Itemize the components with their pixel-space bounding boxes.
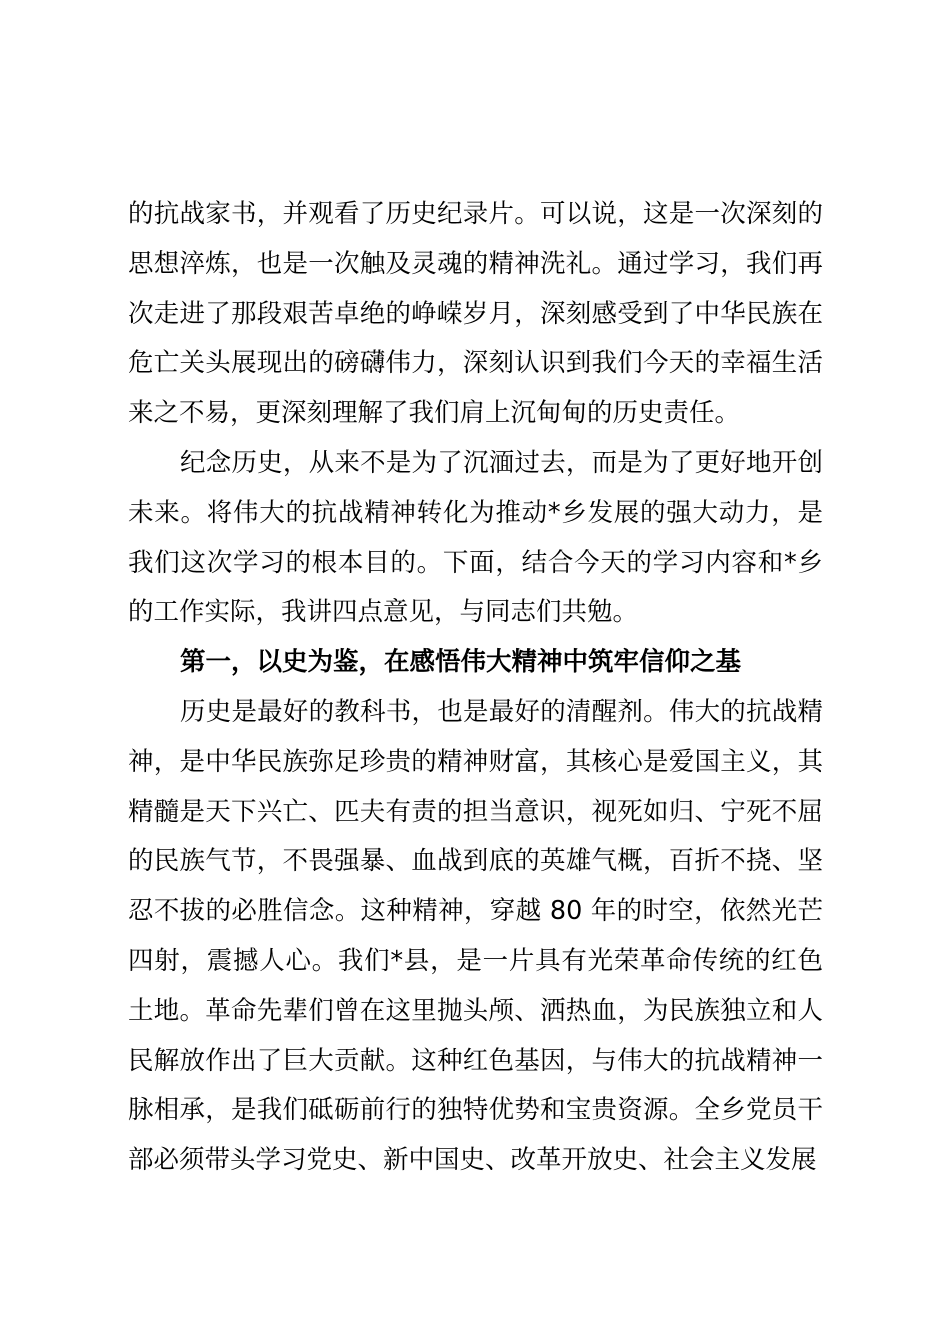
text-line: 未来。将伟大的抗战精神转化为推动*乡发展的强大动力，是: [128, 497, 823, 528]
text-line: 忍不拔的必胜信念。这种精神，穿越 80 年的时空，依然光芒: [128, 896, 823, 927]
paragraph: [128, 688, 823, 1186]
section-heading: [128, 638, 823, 688]
text-line: 来之不易，更深刻理解了我们肩上沉甸甸的历史责任。: [128, 398, 741, 429]
text-line: 历史是最好的教科书，也是最好的清醒剂。伟大的抗战精: [180, 696, 823, 727]
text-line: 危亡关头展现出的磅礴伟力，深刻认识到我们今天的幸福生活: [128, 348, 823, 379]
text-line: 第一，以史为鉴，在感悟伟大精神中筑牢信仰之基: [180, 647, 742, 678]
text-line: 土地。革命先辈们曾在这里抛头颅、洒热血，为民族独立和人: [128, 995, 823, 1026]
text-line: 神，是中华民族弥足珍贵的精神财富，其核心是爱国主义，其: [128, 746, 823, 777]
text-line: 精髓是天下兴亡、匹夫有责的担当意识，视死如归、宁死不屈: [128, 796, 823, 827]
text-line: 次走进了那段艰苦卓绝的峥嵘岁月，深刻感受到了中华民族在: [128, 298, 823, 329]
text-line: 纪念历史，从来不是为了沉湎过去，而是为了更好地开创: [180, 447, 823, 478]
text-line: 我们这次学习的根本目的。下面，结合今天的学习内容和*乡: [128, 547, 823, 578]
paragraph: [128, 439, 823, 638]
paragraph: [128, 190, 823, 439]
text-line: 的工作实际，我讲四点意见，与同志们共勉。: [128, 597, 639, 628]
text-line: 民解放作出了巨大贡献。这种红色基因，与伟大的抗战精神一: [128, 1045, 823, 1076]
text-line: 部必须带头学习党史、新中国史、改革开放史、社会主义发展: [128, 1145, 817, 1176]
text-line: 脉相承，是我们砥砺前行的独特优势和宝贵资源。全乡党员干: [128, 1095, 823, 1126]
text-line: 四射，震撼人心。我们*县，是一片具有光荣革命传统的红色: [128, 945, 823, 976]
document-body: [128, 190, 823, 1186]
text-line: 思想淬炼，也是一次触及灵魂的精神洗礼。通过学习，我们再: [128, 248, 823, 279]
text-line: 的民族气节，不畏强暴、血战到底的英雄气概，百折不挠、坚: [128, 846, 823, 877]
text-line: 的抗战家书，并观看了历史纪录片。可以说，这是一次深刻的: [128, 199, 823, 229]
